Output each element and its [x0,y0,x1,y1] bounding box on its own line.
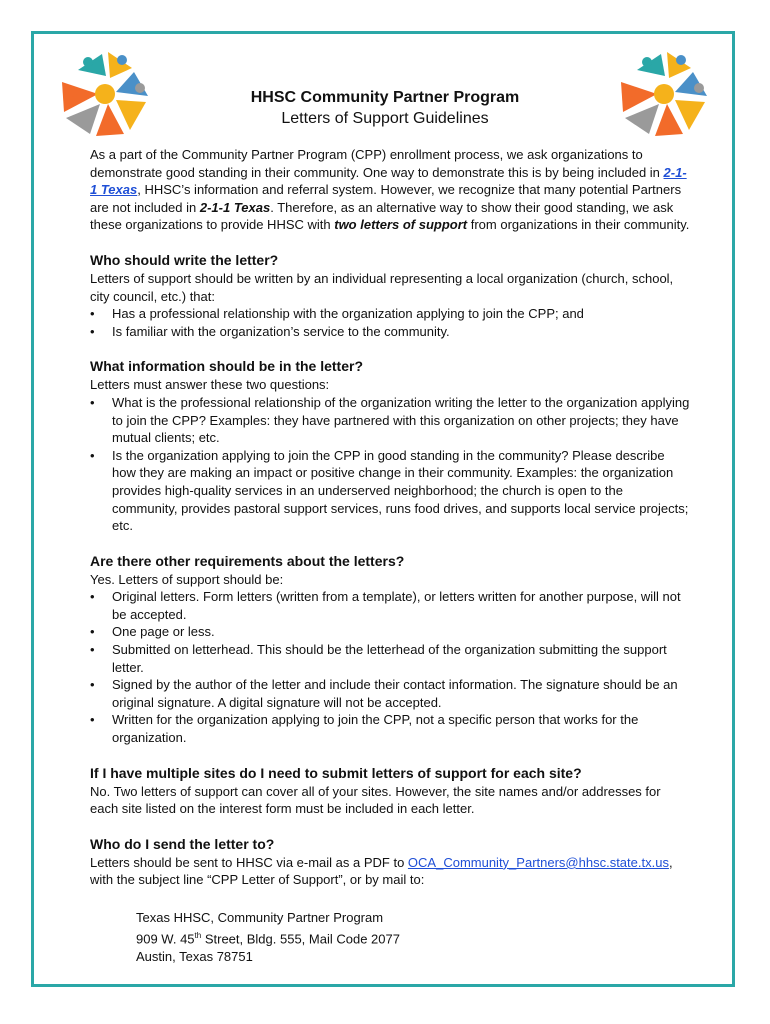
requirements-text: Yes. Letters of support should be: [90,571,284,587]
list-item: • One page or less. [90,623,690,641]
heading-multiple-sites: If I have multiple sites do I need to submit letters of support for each site? [90,764,582,781]
intro-paragraph [90,146,690,234]
list-item: • Submitted on letterhead. This should be the letterhead of the organization submitting the support letter. [90,641,690,676]
heading-who-writes: Who should write the letter? [90,251,279,268]
list-item: • What is the professional relationship of the organization writing the letter to the organization applying to join the CPP? Examples: they have partnered with this organization on other projects; they have mutual clients; etc. [90,394,690,447]
intro-bold-211: 2-1-1 Texas [199,199,271,215]
section-who-writes [90,251,690,340]
address-line-2-sup: th [194,930,202,940]
send-to-text-b: , with the subject line “CPP Letter of Support”, or by mail to: [90,854,673,888]
heading-requirements: Are there other requirements about the letters? [90,552,405,569]
intro-bold-two-letters: two letters of support [334,217,468,233]
section-send-to [90,835,690,965]
multiple-sites-text: No. Two letters of support can cover all of your sites. However, the site names and/or addresses for each site listed on the interest form must be included in each letter. [90,783,661,817]
mailing-address [90,909,690,965]
list-item: • Is familiar with the organization’s service to the community. [90,323,690,341]
heading-send-to: Who do I send the letter to? [90,835,275,852]
email-link[interactable]: OCA_Community_Partners@hhsc.state.tx.us [407,854,669,870]
list-item: • Written for the organization applying to join the CPP, not a specific person that works for the organization. [90,711,690,746]
requirements-list [90,588,690,746]
info-list [90,394,690,535]
page-subtitle: Letters of Support Guidelines [281,110,489,127]
address-line-2-a: 909 W. 45 [136,930,195,946]
intro-text-1: As a part of the Community Partner Program (CPP) enrollment process, we ask organizations to demonstrate good standing in their community. One way to demonstrate this is by being included in [90,147,664,180]
page-title: HHSC Community Partner Program [250,89,520,106]
who-writes-list [90,305,690,340]
intro-text-3: . Therefore, as an alternative way to show their good standing, we ask these organizations to provide HHSC with [90,199,674,233]
list-item: • Signed by the author of the letter and include their contact information. The signature should be an original signature. A digital signature will not be accepted. [90,676,690,711]
send-to-text [90,854,690,889]
intro-text-2: , HHSC’s information and referral system. However, we recognize that many potential Partners are not included in [90,182,682,215]
section-requirements [90,552,690,747]
page-title-block [0,88,770,130]
list-item: • Is the organization applying to join the CPP in good standing in the community? Please describe how they are making an impact or positive change in their community. Examples: the organization provides high-quality services in an underserved neighborhood; the church is open to the community, provides pastoral support services, runs food drives, and supports local service projects; etc. [90,447,690,535]
address-line-2 [136,927,690,948]
send-to-text-a: Letters should be sent to HHSC via e-mail as a PDF to [90,854,408,870]
list-item: • Original letters. Form letters (written from a template), or letters written for another purpose, will not be accepted. [90,588,690,623]
document-body [90,146,690,965]
section-multiple-sites [90,764,690,818]
address-line-2-b: Street, Bldg. 555, Mail Code 2077 [201,930,400,946]
who-writes-text: Letters of support should be written by an individual representing a local organization (church, school, city council, etc.) that: [90,270,674,304]
address-line-3: Austin, Texas 78751 [136,948,253,964]
info-text: Letters must answer these two questions: [90,377,330,393]
intro-text-4: from organizations in their community. [467,217,690,233]
section-info [90,357,690,534]
address-line-1: Texas HHSC, Community Partner Program [136,910,384,925]
heading-info: What information should be in the letter? [90,358,363,375]
list-item: • Has a professional relationship with the organization applying to join the CPP; and [90,305,690,323]
link-211-texas[interactable]: 2-1-1 Texas [90,164,687,198]
